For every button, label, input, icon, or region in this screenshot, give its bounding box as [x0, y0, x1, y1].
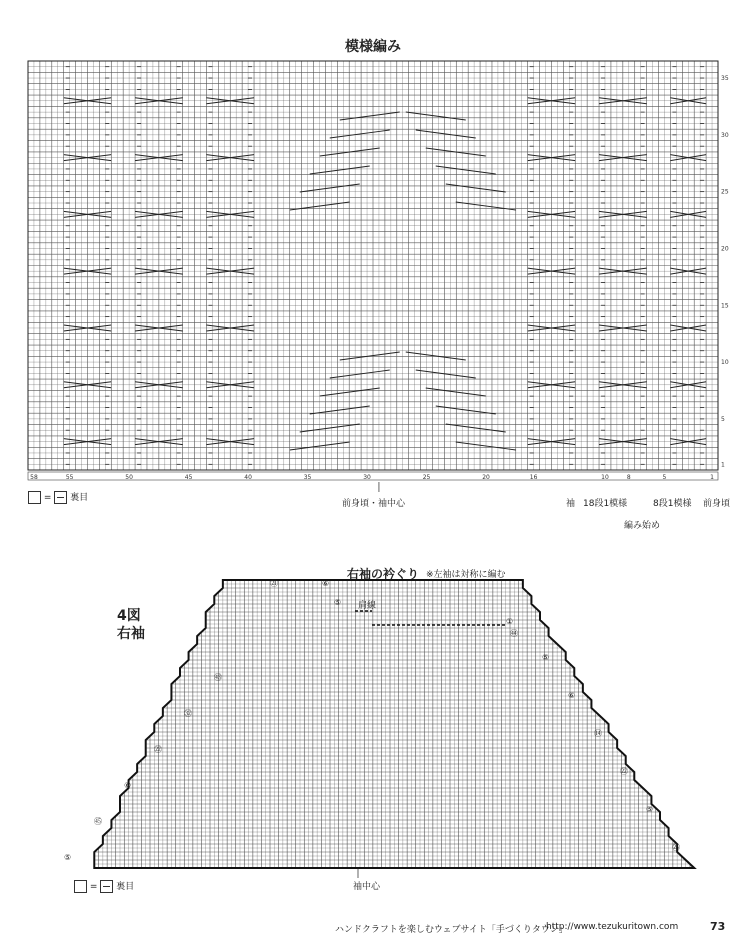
chart1-center-label: 前身頃・袖中心: [342, 499, 406, 509]
row-number: 25: [721, 188, 729, 196]
knit-stitch-symbol-2: [74, 880, 87, 893]
motif-diagonal: [330, 370, 390, 378]
chart1-start-label: 編み始め: [624, 521, 661, 531]
row-number: 30: [721, 131, 729, 139]
row-number: 1: [721, 461, 725, 469]
right-decrease-mark: ㉒: [620, 767, 628, 776]
motif-diagonal: [456, 442, 516, 450]
motif-diagonal: [416, 130, 476, 138]
left-decrease-mark: ㊺: [94, 817, 102, 826]
legend-top: [28, 490, 88, 504]
col-number: 58: [30, 474, 38, 481]
knit-stitch-symbol: [28, 491, 41, 504]
legend-equals-2: =: [89, 882, 98, 892]
col-number: 5: [662, 474, 667, 481]
top-mark: ㉑: [270, 579, 278, 588]
left-decrease-mark: ㉒: [154, 745, 162, 754]
chart1-pattern8-label: 8段1模様: [653, 499, 692, 509]
legend-purl-text-2: 裏目: [116, 882, 135, 892]
sleeve-grid: [90, 570, 690, 868]
motif-diagonal: [330, 130, 390, 138]
chart2-note: ※左袖は対称に編む: [426, 570, 506, 580]
row-number: 35: [721, 75, 729, 83]
row-number: 10: [721, 359, 729, 367]
top-mark: ①: [506, 617, 514, 626]
figure-name: 右袖: [117, 626, 145, 642]
footer-url[interactable]: http://www.tezukuritown.com: [546, 922, 679, 932]
motif-diagonal: [416, 370, 476, 378]
row-number: 15: [721, 302, 729, 310]
motif-diagonal: [446, 184, 506, 192]
legend-equals: =: [43, 493, 52, 503]
col-number: 50: [125, 474, 133, 481]
row-number: 5: [721, 415, 725, 423]
chart1-body-label: 前身頃: [703, 499, 731, 509]
motif-diagonal: [320, 388, 380, 396]
left-decrease-mark: ⑥: [124, 781, 132, 790]
motif-diagonal: [290, 442, 350, 450]
chart1-pattern18-label: 18段1模様: [583, 499, 628, 509]
col-number: 10: [601, 474, 609, 481]
chart1-sleeve-label: 袖: [566, 499, 576, 509]
purl-stitch-symbol: [54, 491, 67, 504]
row-number: 20: [721, 245, 729, 253]
page-number: 73: [710, 920, 726, 933]
col-number: 8: [626, 474, 631, 481]
left-decrease-mark: ㊸: [214, 673, 222, 682]
col-number: 55: [65, 474, 74, 481]
motif-diagonal: [446, 424, 506, 432]
footer-site-text: ハンドクラフトを楽しむウェブサイト「手づくりタウン」: [335, 925, 568, 935]
col-number: 20: [482, 474, 490, 481]
motif-diagonal: [436, 406, 496, 414]
col-number: 40: [244, 474, 252, 481]
col-number: 1: [710, 474, 714, 481]
col-number: 45: [184, 474, 193, 481]
right-decrease-mark: ⑤: [646, 805, 654, 814]
motif-diagonal: [300, 424, 360, 432]
top-mark: ⑥: [322, 579, 330, 588]
right-decrease-mark: ㉕: [672, 843, 680, 852]
legend-purl-text: 裏目: [70, 493, 89, 503]
col-number: 25: [422, 474, 431, 481]
chart1-title: 模様編み: [345, 39, 401, 55]
motif-diagonal: [436, 166, 496, 174]
col-number: 30: [363, 474, 371, 481]
right-decrease-mark: ⑭: [594, 729, 602, 738]
chart2-shoulder-label: 肩線: [358, 601, 377, 611]
purl-stitch-symbol-2: [100, 880, 113, 893]
right-decrease-mark: ⑤: [542, 653, 550, 662]
top-mark: ㊹: [510, 629, 518, 638]
col-number: 16: [529, 474, 538, 481]
motif-diagonal: [310, 166, 370, 174]
col-number: 35: [303, 474, 312, 481]
chart2-title: 右袖の衿ぐり: [347, 567, 420, 581]
motif-diagonal: [426, 388, 486, 396]
top-mark: ⑤: [334, 598, 342, 607]
legend-bottom: [74, 879, 134, 893]
chart2-center-label: 袖中心: [353, 882, 381, 892]
motif-diagonal: [300, 184, 360, 192]
right-decrease-mark: ⑥: [568, 691, 576, 700]
left-decrease-mark: ㉜: [184, 709, 192, 718]
motif-diagonal: [310, 406, 370, 414]
figure-number: 4図: [117, 608, 141, 624]
left-decrease-mark: ⑤: [64, 853, 72, 862]
